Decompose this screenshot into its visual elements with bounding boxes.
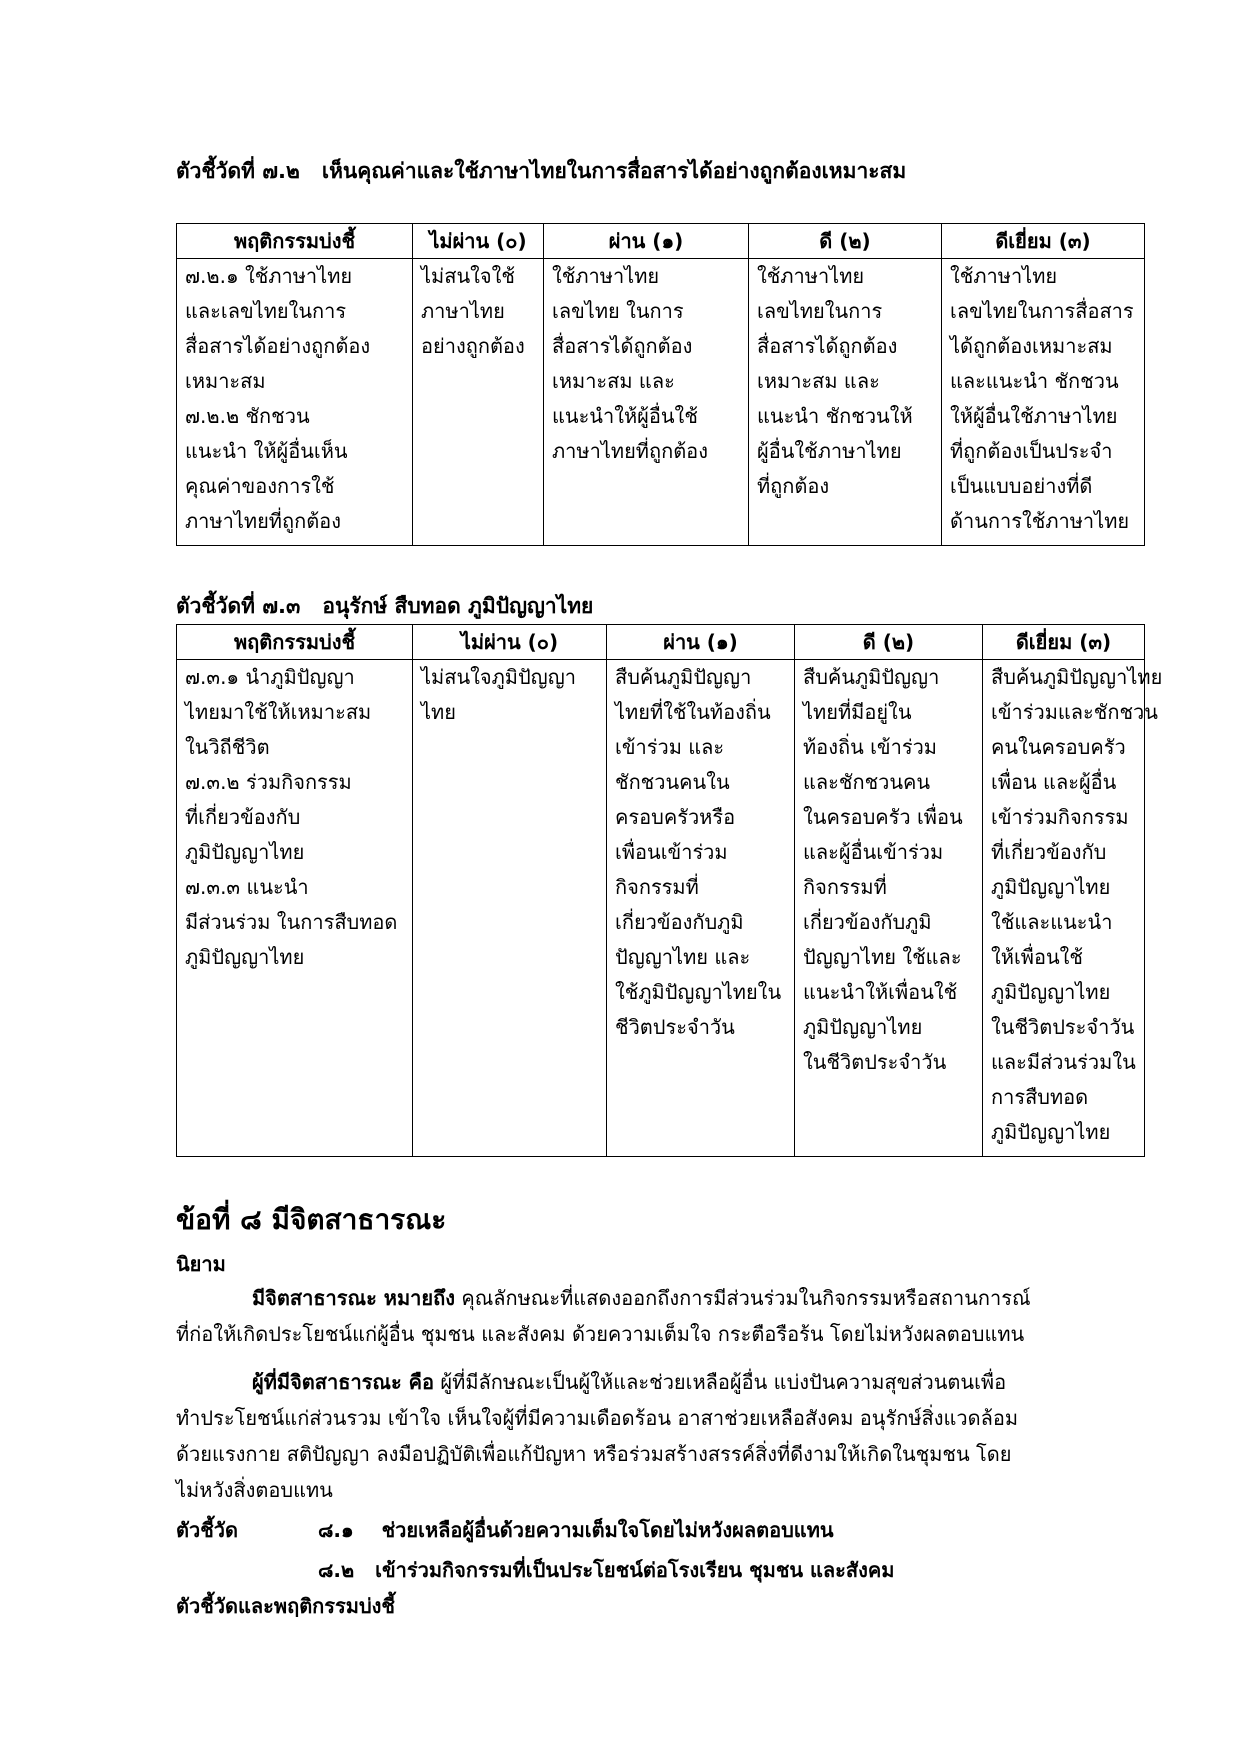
- cell-line: ที่ถูกต้องเป็นประจำ: [950, 439, 1113, 463]
- cell-line: ภูมิปัญญาไทย: [803, 1015, 923, 1039]
- cell-line: ภาษาไทยที่ถูกต้อง: [185, 509, 341, 533]
- cell-line: ใช้ภูมิปัญญาไทยใน: [615, 980, 782, 1004]
- cell-line: เหมาะสม และ: [757, 369, 880, 393]
- header-good: ดี (๒): [749, 224, 942, 259]
- header-behavior: พฤติกรรมบ่งชี้: [177, 224, 413, 259]
- cell-fail: [413, 660, 607, 1157]
- header-fail: ไม่ผ่าน (๐): [413, 625, 607, 660]
- header-behavior: พฤติกรรมบ่งชี้: [177, 625, 413, 660]
- table-row: [177, 259, 1145, 546]
- cell-line: และแนะนำ ชักชวน: [950, 369, 1119, 393]
- cell-line: ใช้ภาษาไทย: [552, 264, 660, 288]
- cell-line: ที่ถูกต้อง: [757, 474, 830, 498]
- cell-line: แนะนำให้ผู้อื่นใช้: [552, 404, 698, 428]
- cell-line: ที่เกี่ยวข้องกับ: [185, 805, 301, 829]
- cell-behavior: [177, 660, 413, 1157]
- cell-line: และผู้อื่นเข้าร่วม: [803, 840, 944, 864]
- cell-line: ภาษาไทย: [421, 299, 505, 323]
- cell-line: สื่อสารได้อย่างถูกต้อง: [185, 334, 371, 358]
- cell-excellent: [942, 259, 1145, 546]
- cell-line: เลขไทย ในการ: [552, 299, 684, 323]
- indicator-7-3-label: ตัวชี้วัดที่ ๗.๓: [176, 594, 301, 618]
- cell-line: และชักชวนคน: [803, 770, 931, 794]
- cell-line: สืบค้นภูมิปัญญา: [615, 665, 752, 689]
- cell-line: อย่างถูกต้อง: [421, 334, 525, 358]
- cell-line: และมีส่วนร่วมใน: [991, 1050, 1136, 1074]
- cell-line: เข้าร่วมและชักชวน: [991, 700, 1158, 724]
- header-fail: ไม่ผ่าน (๐): [413, 224, 544, 259]
- cell-line: ชักชวนคนใน: [615, 770, 730, 794]
- cell-line: ปัญญาไทย ใช้และ: [803, 945, 962, 969]
- cell-line: ใช้ภาษาไทย: [757, 264, 865, 288]
- definition-paragraph-1: [176, 1280, 1086, 1352]
- indicator-8-1: [318, 1514, 834, 1546]
- indicator-8-2: [318, 1554, 894, 1586]
- cell-line: เพื่อน และผู้อื่น: [991, 770, 1117, 794]
- paragraph-line: ทำประโยชน์แก่ส่วนรวม เข้าใจ เห็นใจผู้ที่มีความเดือดร้อน อาสาช่วยเหลือสังคม อนุรักษ์สิ่งแวดล้อม: [176, 1406, 1019, 1430]
- cell-line: ด้านการใช้ภาษาไทย: [950, 509, 1130, 533]
- cell-line: ๗.๓.๑ นำภูมิปัญญา: [185, 665, 355, 689]
- header-excellent: ดีเยี่ยม (๓): [942, 224, 1145, 259]
- indicator-7-2-title: เห็นคุณค่าและใช้ภาษาไทยในการสื่อสารได้อย่างถูกต้องเหมาะสม: [321, 159, 907, 183]
- cell-line: ในครอบครัว เพื่อน: [803, 805, 963, 829]
- cell-line: การสืบทอด: [991, 1085, 1089, 1109]
- indicator-7-2-label: ตัวชี้วัดที่ ๗.๒: [176, 159, 300, 183]
- cell-line: และเลขไทยในการ: [185, 299, 347, 323]
- cell-line: ภูมิปัญญาไทย: [185, 945, 305, 969]
- cell-line: แนะนำ ชักชวนให้: [757, 404, 913, 428]
- cell-good: [749, 259, 942, 546]
- cell-line: ใช้ภาษาไทย: [950, 264, 1058, 288]
- cell-line: เข้าร่วม และ: [615, 735, 725, 759]
- indicators-label: ตัวชี้วัด: [176, 1518, 239, 1542]
- cell-line: เหมาะสม: [185, 369, 266, 393]
- cell-line: ภูมิปัญญาไทย: [991, 1120, 1111, 1144]
- table-header-row: [177, 625, 1145, 660]
- cell-line: ๗.๓.๓ แนะนำ: [185, 875, 309, 899]
- cell-line: เกี่ยวข้องกับภูมิ: [615, 910, 744, 934]
- cell-behavior: [177, 259, 413, 546]
- cell-line: สื่อสารได้ถูกต้อง: [757, 334, 898, 358]
- cell-line: เกี่ยวข้องกับภูมิ: [803, 910, 932, 934]
- cell-line: สืบค้นภูมิปัญญา: [803, 665, 940, 689]
- cell-line: ภูมิปัญญาไทย: [185, 840, 305, 864]
- cell-line: แนะนำ ให้ผู้อื่นเห็น: [185, 439, 348, 463]
- cell-line: ๗.๓.๒ ร่วมกิจกรรม: [185, 770, 352, 794]
- cell-line: เหมาะสม และ: [552, 369, 675, 393]
- cell-line: ที่เกี่ยวข้องกับ: [991, 840, 1107, 864]
- paragraph-text: ผู้ที่มีลักษณะเป็นผู้ให้และช่วยเหลือผู้อื่น แบ่งปันความสุขส่วนตนเพื่อ: [440, 1370, 1007, 1394]
- cell-line: มีส่วนร่วม ในการสืบทอด: [185, 910, 398, 934]
- cell-line: ภูมิปัญญาไทย: [991, 875, 1111, 899]
- behaviors-label: ตัวชี้วัดและพฤติกรรมบ่งชี้: [176, 1594, 395, 1618]
- cell-line: ๗.๒.๑ ใช้ภาษาไทย: [185, 264, 353, 288]
- term-public-mind: มีจิตสาธารณะ หมายถึง: [252, 1286, 455, 1310]
- cell-line: เพื่อนเข้าร่วม: [615, 840, 728, 864]
- cell-line: ภูมิปัญญาไทย: [991, 980, 1111, 1004]
- cell-line: คนในครอบครัว: [991, 735, 1126, 759]
- definition-label: นิยาม: [176, 1252, 226, 1276]
- cell-line: ไม่สนใจใช้: [421, 264, 515, 288]
- cell-line: ไทยที่ใช้ในท้องถิ่น: [615, 700, 771, 724]
- indicator-8-1-number: ๘.๑: [318, 1518, 354, 1542]
- indicator-7-2-table: [176, 223, 1145, 546]
- cell-line: ภาษาไทยที่ถูกต้อง: [552, 439, 708, 463]
- cell-line: คุณค่าของการใช้: [185, 474, 335, 498]
- cell-line: สืบค้นภูมิปัญญาไทย: [991, 665, 1163, 689]
- cell-excellent: [983, 660, 1163, 1157]
- cell-line: สื่อสารได้ถูกต้อง: [552, 334, 693, 358]
- cell-line: ในชีวิตประจำวัน: [991, 1015, 1135, 1039]
- cell-line: กิจกรรมที่: [615, 875, 699, 899]
- paragraph-line: [176, 1364, 1086, 1400]
- header-pass: ผ่าน (๑): [607, 625, 795, 660]
- indicator-7-3-title: อนุรักษ์ สืบทอด ภูมิปัญญาไทย: [322, 594, 594, 618]
- definition-paragraph-2: [176, 1364, 1086, 1508]
- cell-line: ให้ผู้อื่นใช้ภาษาไทย: [950, 404, 1118, 428]
- cell-fail: [413, 259, 544, 546]
- cell-line: กิจกรรมที่: [803, 875, 887, 899]
- section-8-title: ข้อที่ ๘ มีจิตสาธารณะ: [176, 1203, 447, 1236]
- indicator-7-2-heading: [176, 157, 906, 185]
- cell-line: แนะนำให้เพื่อนใช้: [803, 980, 958, 1004]
- cell-line: ชีวิตประจำวัน: [615, 1015, 735, 1039]
- cell-line: ใช้และแนะนำ: [991, 910, 1113, 934]
- cell-line: ได้ถูกต้องเหมาะสม: [950, 334, 1113, 358]
- paragraph-line: ที่ก่อให้เกิดประโยชน์แก่ผู้อื่น ชุมชน และสังคม ด้วยความเต็มใจ กระตือรือร้น โดยไม่หวังผลตอบแทน: [176, 1322, 1025, 1346]
- cell-line: ในวิถีชีวิต: [185, 735, 270, 759]
- cell-line: ท้องถิ่น เข้าร่วม: [803, 735, 937, 759]
- indicator-8-2-text: เข้าร่วมกิจกรรมที่เป็นประโยชน์ต่อโรงเรียน ชุมชน และสังคม: [375, 1558, 895, 1582]
- paragraph-line: ด้วยแรงกาย สติปัญญา ลงมือปฏิบัติเพื่อแก้ปัญหา หรือร่วมสร้างสรรค์สิ่งที่ดีงามให้เกิดในชุมชน โดย: [176, 1442, 1012, 1466]
- cell-line: ไทย: [421, 700, 456, 724]
- indicator-8-1-text: ช่วยเหลือผู้อื่นด้วยความเต็มใจโดยไม่หวังผลตอบแทน: [381, 1518, 834, 1542]
- cell-line: เลขไทยในการ: [757, 299, 883, 323]
- cell-line: ๗.๒.๒ ชักชวน: [185, 404, 310, 428]
- cell-line: ไม่สนใจภูมิปัญญา: [421, 665, 576, 689]
- cell-line: ผู้อื่นใช้ภาษาไทย: [757, 439, 902, 463]
- paragraph-text: คุณลักษณะที่แสดงออกถึงการมีส่วนร่วมในกิจกรรมหรือสถานการณ์: [461, 1286, 1031, 1310]
- cell-line: เป็นแบบอย่างที่ดี: [950, 474, 1093, 498]
- cell-pass: [544, 259, 749, 546]
- cell-line: เข้าร่วมกิจกรรม: [991, 805, 1129, 829]
- cell-line: ไทยที่มีอยู่ใน: [803, 700, 912, 724]
- cell-line: ให้เพื่อนใช้: [991, 945, 1083, 969]
- indicator-7-3-table: [176, 624, 1163, 1157]
- term-public-minded-person: ผู้ที่มีจิตสาธารณะ คือ: [252, 1370, 435, 1394]
- cell-pass: [607, 660, 795, 1157]
- table-header-row: [177, 224, 1145, 259]
- paragraph-line: [176, 1280, 1086, 1316]
- header-pass: ผ่าน (๑): [544, 224, 749, 259]
- cell-line: ในชีวิตประจำวัน: [803, 1050, 947, 1074]
- header-good: ดี (๒): [795, 625, 983, 660]
- cell-line: ไทยมาใช้ให้เหมาะสม: [185, 700, 372, 724]
- indicator-7-3-heading: [176, 592, 593, 620]
- header-excellent: ดีเยี่ยม (๓): [983, 625, 1145, 660]
- cell-line: ครอบครัวหรือ: [615, 805, 736, 829]
- cell-line: ปัญญาไทย และ: [615, 945, 751, 969]
- paragraph-line: ไม่หวังสิ่งตอบแทน: [176, 1478, 333, 1502]
- table-row: [177, 660, 1145, 1157]
- cell-line: เลขไทยในการสื่อสาร: [950, 299, 1134, 323]
- cell-good: [795, 660, 983, 1157]
- indicator-8-2-number: ๘.๒: [318, 1558, 355, 1582]
